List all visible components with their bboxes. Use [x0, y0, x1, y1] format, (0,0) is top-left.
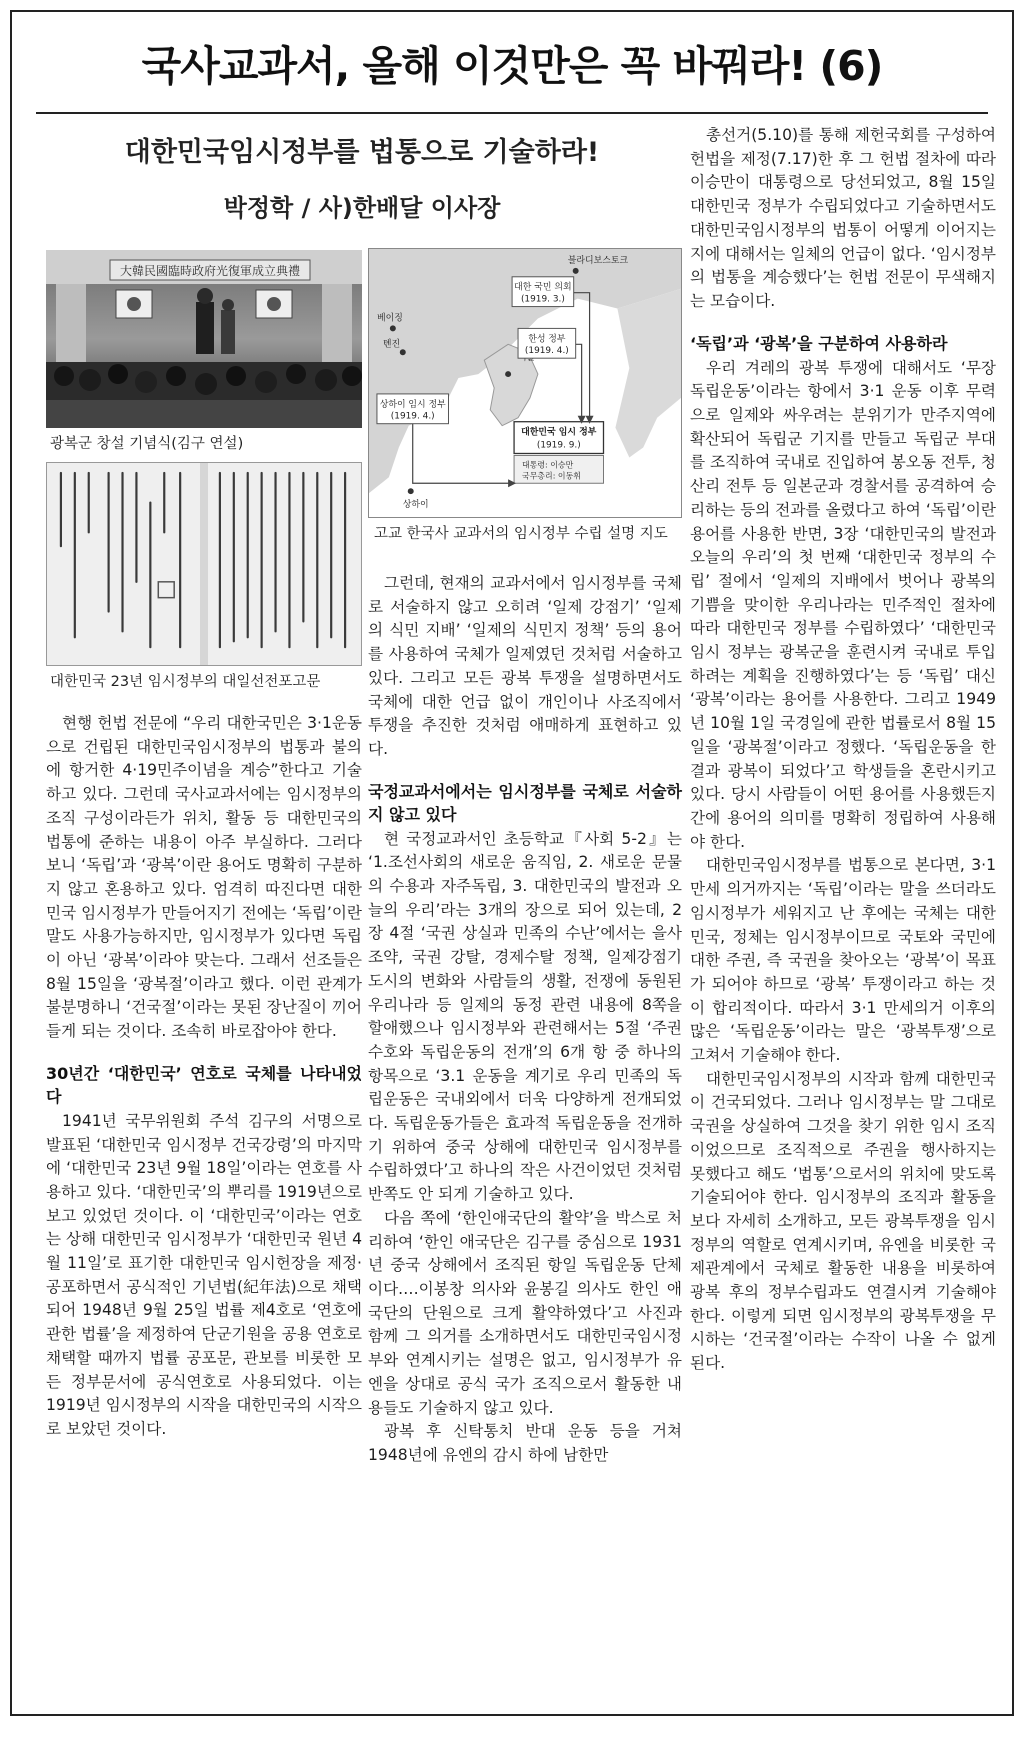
newspaper-page	[10, 10, 1014, 1716]
col2-paragraph-2: 현 국정교과서인 초등학교『사회 5-2』는 ‘1.조선사회의 새로운 움직임, 2. 새로운 문물의 수용과 자주독립, 3. 대한민국의 발전과 오늘의 우리’라는 3개의 장으로 되어 있는데, 2장 4절 ‘국권 상실과 민족의 수난’에서는 을사조약, 국권 강탈, 경제수탈 정책, 일제강점기 도시의 변화와 사람들의 생활, 전쟁에 동원된 우리나라 등 일제의 동정 관련 내용에 8쪽을 할애했으나 임시정부와 관련해서는 5절 ‘주권수호와 독립운동의 전개’의 6개 항 중 하나의 항목으로 ‘3.1 운동을 계기로 우리 민족의 독립운동은 국내외에서 더욱 다양하게 전개되었다. 독립운동가들은 효과적 독립운동을 전개하기 위하여 중국 상해에 대한민국 임시정부를 수립하였다’고 하나의 작은 사건이었던 것처럼 반쪽도 안 되게 기술하고 있다.	[368, 829, 682, 1204]
map-box-president: 대통령: 이승만	[522, 460, 574, 470]
map-label-beijing: 베이징	[376, 313, 403, 324]
col2-paragraph-1: 그런데, 현재의 교과서에서 임시정부를 국체로 서술하지 않고 오히려 ‘일제 강점기’ ‘일제의 식민 지배’ ‘일제의 식민지 정책’ 등의 용어를 사용하여 국체가 일제였던 것처럼 서술하고 있다. 그리고 모든 광복 투쟁을 설명하면서도 국체에 대한 언급 없이 개인이나 사조직에서 투쟁을 추진한 것처럼 애매하게 표현하고 있다.	[368, 574, 682, 758]
map-box-hanseong-date: (1919. 4.)	[524, 346, 569, 357]
map-label-tianjin: 톈진	[382, 339, 401, 350]
map-box-shanghai-gov-date: (1919. 4.)	[390, 411, 435, 422]
article-byline: 박정학 / 사)한배달 이사장	[223, 194, 501, 222]
map-caption: 고교 한국사 교과서의 임시정부 수립 설명 지도	[374, 526, 668, 542]
col2-paragraph-3: 다음 쪽에 ‘한인애국단의 활약’을 박스로 처리하여 ‘한인 애국단은 김구를 중심으로 1931년 중국 상해에서 조직된 항일 독립운동 단체이다.…이봉창 의사와 윤봉길 의사도 한인 애국단의 단원으로 크게 활약하였다’고 사진과 함께 그 의거를 소개하면서도 대한민국임시정부와 연계시키는 설명은 없고, 임시정부가 유엔을 상대로 공식 국가 조직으로서 활동한 내용들도 기술하지 않고 있다.	[368, 1208, 682, 1417]
provisional-government-map	[368, 248, 682, 518]
ceremony-banner-text: 大韓民國臨時政府光復軍成立典禮	[119, 264, 301, 278]
article-column-3	[690, 124, 996, 1376]
map-label-vladivostok: 블라디보스토크	[567, 255, 629, 266]
col3-paragraph-4: 대한민국임시정부의 시작과 함께 대한민국이 건국되었다. 그러나 임시정부는 말 그대로 국권을 상실하여 그것을 찾기 위한 임시 조직이었으므로 조직적으로 주권을 행사하지는 못했다고 해도 ‘법통’으로서의 위치에 맞도록 기술되어야 한다. 임시정부의 조직과 활동을 보다 자세히 소개하고, 모든 광복투쟁을 임시정부의 역할로 연계시키며, 유엔을 비롯한 국제관계에서 국체로 활동한 내용을 비롯하여 광복 후의 정부수립과도 연결시켜 기술해야 한다. 이렇게 되면 임시정부의 광복투쟁을 무시하는 ‘건국절’이라는 수작이 나올 수 없게 된다.	[690, 1069, 996, 1373]
declaration-document-caption: 대한민국 23년 임시정부의 대일선전포고문	[50, 674, 321, 690]
map-box-premier: 국무총리: 이동휘	[522, 471, 581, 481]
col1-paragraph-2: 1941년 국무위원회 주석 김구의 서명으로 발표된 ‘대한민국 임시정부 건국강령’의 마지막에 ‘대한민국 23년 9월 18일’이라는 연호를 사용하고 있다. ‘대한민국’의 뿌리를 1919년으로 보고 있었던 것이다. 이 ‘대한민국’이라는 연호는 상해 대한민국 임시정부가 ‘대한민국 원년 4월 11일’로 표기한 대한민국 임시헌장을 제정·공포하면서 공식적인 기년법(紀年法)으로 채택되어 1948년 9월 25일 법률 제4호로 ‘연호에 관한 법률’을 제정하여 단군기원을 공용 연호로 채택할 때까지 법률 공포문, 관보를 비롯한 모든 정부문서에 공식연호로 사용되었다. 이는 1919년 임시정부의 시작을 대한민국의 시작으로 보았던 것이다.	[46, 1111, 362, 1438]
col3-subheading: ‘독립’과 ‘광복’을 구분하여 사용하라	[690, 333, 948, 353]
map-box-shanghai-gov: 상하이 임시 정부	[379, 399, 446, 410]
series-title: 국사교과서, 올해 이것만은 꼭 바꿔라! (6)	[141, 41, 883, 90]
map-box-unified-gov-date: (1919. 9.)	[536, 440, 581, 451]
map-box-hanseong: 한성 정부	[528, 334, 566, 345]
map-box-unified-gov: 대한민국 임시 정부	[521, 427, 597, 438]
ceremony-photo-caption: 광복군 창설 기념식(김구 연설)	[50, 436, 244, 452]
article-column-1	[46, 712, 362, 1442]
col1-paragraph-1: 현행 헌법 전문에 “우리 대한국민은 3·1운동으로 건립된 대한민국임시정부의 법통과 불의에 항거한 4·19민주이념을 계승”한다고 기술하고 있다. 그런데 국사교과서에는 임시정부의 조직 구성이라든가 위치, 활동 등 대한민국의 법통에 준하는 내용이 아주 부실하다. 그러다 보니 ‘독립’과 ‘광복’이란 용어도 명확히 구분하지 않고 혼용하고 있다. 엄격히 따진다면 대한민국 임시정부가 만들어지기 전에는 ‘독립’이란 말도 사용가능하지만, 임시정부가 있다면 독립이 아닌 ‘광복’이라야 맞는다. 그래서 선조들은 8월 15일을 ‘광복절’이라고 했다. 이런 관계가 불분명하니 ‘건국절’이라는 못된 장난질이 끼어들게 되는 것이다. 조속히 바로잡아야 한다.	[46, 714, 362, 1041]
col2-subheading: 국정교과서에서는 임시정부를 국체로 서술하지 않고 있다	[368, 781, 682, 824]
map-label-shanghai: 상하이	[402, 500, 429, 511]
col3-paragraph-2: 우리 겨레의 광복 투쟁에 대해서도 ‘무장 독립운동’이라는 항에서 3·1 운동 이후 무력으로 일제와 싸우려는 분위기가 만주지역에 확산되어 독립군 기지를 만들고 독립군 부대를 조직하여 국내로 진입하여 봉오동 전투, 청산리 전투 등 일본군과 경찰서를 공격하여 승리하는 등의 전과를 올렸다고 하여 ‘독립’이란 용어를 사용한 반면, 3장 ‘대한민국의 발전과 오늘의 우리’의 첫 번째 ‘대한민국 정부의 수립’ 절에서 ‘일제의 지배에서 벗어나 광복의 기쁨을 맞이한 우리나라는 민주적인 절차에 따라 대한민국 정부를 수립하였다’ ‘대한민국 임시 정부는 광복군을 훈련시켜 국내로 투입하려는 계획을 진행하였다’는 등 ‘독립’ 대신 ‘광복’이라는 용어를 사용한다. 그리고 1949년 10월 1일 국경일에 관한 법률로서 8월 15일을 ‘광복절’이라고 정했다. ‘독립운동을 한 결과 광복이 되었다’고 학생들을 혼란시키고 있다. 당시 사람들이 어떤 용어를 사용했든지 간에 용어의 의미를 명확히 정립하여 사용해야 한다.	[690, 358, 996, 851]
declaration-document-photo	[46, 462, 362, 666]
col3-paragraph-3: 대한민국임시정부를 법통으로 본다면, 3·1 만세 의거까지는 ‘독립’이라는 말을 쓰더라도 임시정부가 세워지고 난 후에는 국체는 대한민국, 정체는 임시정부이므로 국토와 국민에 대한 주권, 즉 국권을 찾아오는 ‘광복’이 목표가 되어야 하므로 ‘광복’ 투쟁이라고 하는 것이 합리적이다. 따라서 3·1 만세의거 이후의 많은 ‘독립운동’이라는 말은 ‘광복투쟁’으로 고쳐서 기술해야 한다.	[690, 856, 996, 1065]
header-divider	[36, 112, 988, 114]
article-column-2	[368, 572, 682, 1468]
map-box-national-council: 대한 국민 의회	[514, 282, 572, 293]
article-headline: 대한민국임시정부를 법통으로 기술하라!	[124, 137, 600, 168]
col2-paragraph-4: 광복 후 신탁통치 반대 운동 등을 거쳐 1948년에 유엔의 감시 하에 남한만	[368, 1422, 682, 1464]
map-box-national-council-date: (1919. 3.)	[520, 294, 565, 305]
ceremony-photo	[46, 250, 362, 428]
col1-subheading: 30년간 ‘대한민국’ 연호로 국체를 나타내었다	[46, 1063, 362, 1106]
series-banner	[12, 12, 1012, 112]
col3-paragraph-1: 총선거(5.10)를 통해 제헌국회를 구성하여 헌법을 제정(7.17)한 후 그 헌법 절차에 따라 이승만이 대통령으로 당선되었고, 8월 15일 대한민국 정부가 수립되었다고 기술하면서도 대한민국임시정부의 법통이 어떻게 이어지는지에 대해서는 일체의 언급이 없다. ‘임시정부의 법통을 계승했다’는 헌법 전문이 무색해지는 모습이다.	[690, 126, 996, 310]
